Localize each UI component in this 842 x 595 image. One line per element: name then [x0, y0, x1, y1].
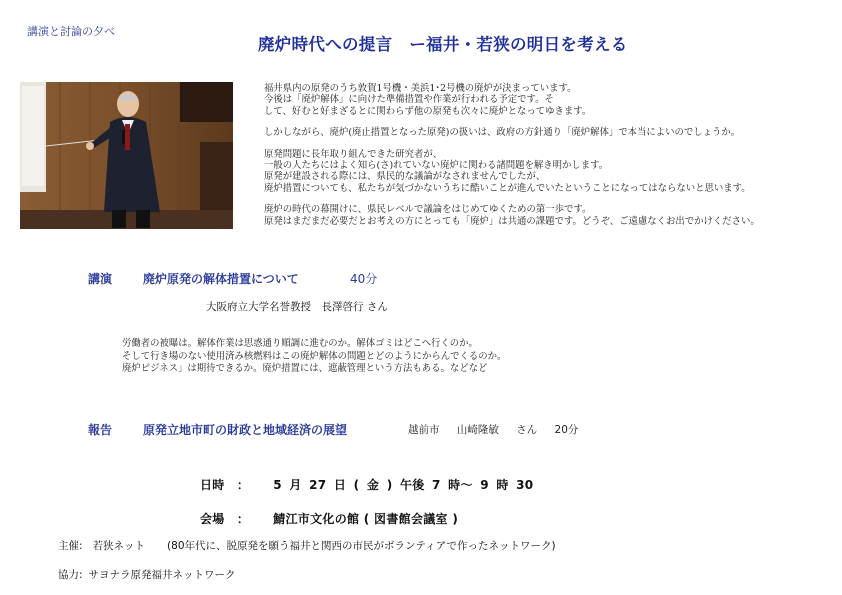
intro-line: しかしながら、廃炉(廃止措置となった原発)の扱いは、政府の方針通り「廃炉解体」で本当によいのでしょうか。 — [264, 127, 741, 139]
event-venue — [200, 510, 458, 527]
event-title: 廃炉時代への提言 ー福井・若狭の明日を考える — [258, 35, 628, 54]
venue-value: 鯖江市文化の館 ( 図書館会議室 ) — [273, 512, 459, 526]
organizer-note: (80年代に、脱原発を願う福井と関西の市民がボランティアで作ったネットワーク) — [167, 540, 556, 552]
description-line: 労働者の被曝は。解体作業は思惑通り順調に進むのか。解体ゴミはどこへ行くのか。 — [122, 338, 478, 349]
intro-line: 原発問題に長年取り組んできた研究者が、 — [264, 148, 443, 160]
report-duration: 20分 — [554, 424, 579, 436]
lecture-label: 講演 — [88, 272, 113, 286]
intro-paragraph — [264, 149, 760, 195]
intro-line: 廃炉措置についても、私たちが気づかないうちに酷いことが進んでいたということになってはならないと思います。 — [264, 182, 751, 194]
organizer-name: 若狭ネット — [92, 540, 146, 552]
cooperation-label: 協力: — [58, 569, 83, 581]
intro-line: 福井県内の原発のうち敦賀1号機・美浜1･2号機の廃炉が決まっています。 — [264, 83, 577, 94]
organizer — [58, 538, 556, 553]
organizer-label: 主催: — [58, 540, 83, 552]
datetime-label: 日時 ： — [200, 478, 250, 492]
report-title: 原発立地市町の財政と地域経済の展望 — [143, 423, 348, 437]
intro-paragraph — [264, 83, 760, 117]
lecture-title: 廃炉原発の解体措置について — [143, 272, 299, 286]
speaker-photo — [20, 82, 233, 229]
series-label: 講演と討論の夕べ — [27, 25, 115, 38]
intro-line: 原発はまだまだ必要だとお考えの方にとっても「廃炉」は共通の課題です。どうぞ、ご遠慮なくお出でかけください。 — [264, 215, 760, 227]
venue-label: 会場 ： — [200, 512, 250, 526]
intro-paragraph — [264, 127, 760, 138]
lecture-duration: 40分 — [350, 272, 378, 286]
description-line: そして行き場のない使用済み核燃料はこの廃炉解体の問題とどのようにからんでくるのか。 — [122, 350, 507, 362]
report-honorific: さん — [516, 424, 538, 436]
report-city: 越前市 — [408, 424, 440, 436]
intro-text — [264, 83, 760, 237]
datetime-value: 5 月 27 日 ( 金 ) 午後 7 時〜 9 時 30 — [273, 478, 534, 492]
lecture-speaker: 大阪府立大学名誉教授 長澤啓行 さん — [206, 301, 388, 313]
intro-line: 一般の人たちにはよく知ら(さ)れていない廃炉に関わる諸問題を解き明かします。 — [264, 160, 609, 172]
description-line: 廃炉ビジネス」は期待できるか。廃炉措置には、遮蔽管理という方法もある。などなど — [122, 363, 488, 374]
cooperation — [58, 567, 236, 582]
report-presenter — [408, 422, 578, 437]
intro-line: して、好むと好まざるとに関わらず他の原発も次々に廃炉となってゆきます。 — [264, 105, 592, 117]
cooperation-name: サヨナラ原発福井ネットワーク — [88, 569, 236, 581]
intro-paragraph — [264, 204, 760, 227]
event-datetime — [200, 476, 533, 493]
lecture-description — [122, 338, 506, 376]
report-label: 報告 — [88, 423, 113, 437]
intro-line: 廃炉の時代の幕開けに、県民レベルで議論をはじめてゆくための第一歩です。 — [264, 204, 592, 216]
report-name: 山崎隆敏 — [456, 424, 499, 436]
intro-line: 原発が建設される際には、県民的な議論がなされませんでしたが、 — [264, 171, 546, 183]
intro-line: 今後は「廃炉解体」に向けた準備措置や作業が行われる予定です。そ — [264, 94, 554, 106]
lecture-photo-image — [20, 82, 233, 229]
